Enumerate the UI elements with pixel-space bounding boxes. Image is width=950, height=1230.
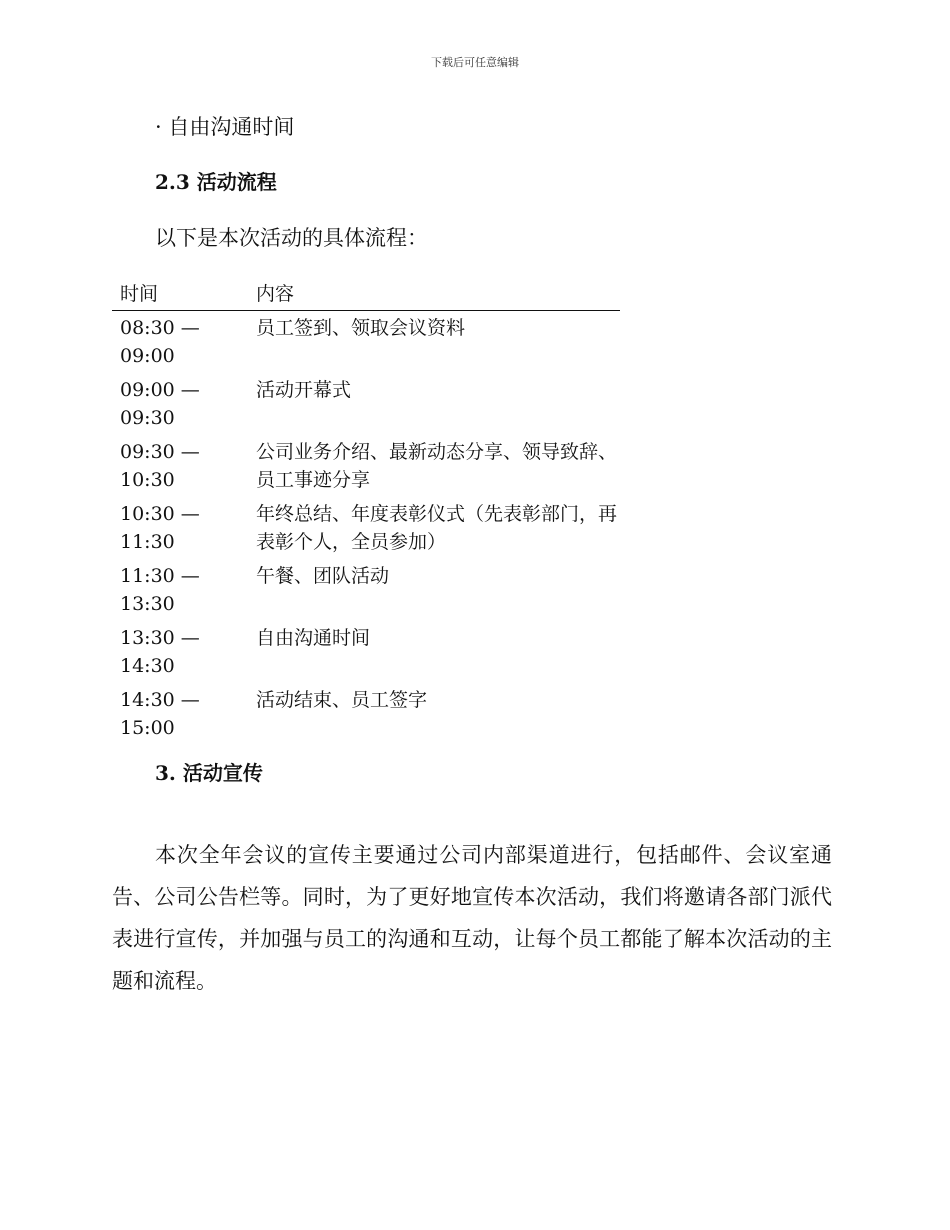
body-paragraph: 本次全年会议的宣传主要通过公司内部渠道进行，包括邮件、会议室通告、公司公告栏等。同时，为了更好地宣传本次活动，我们将邀请各部门派代表进行宣传，并加强与员工的沟通和互动，让每个员工都能了解本次活动的主题和流程。	[112, 843, 832, 993]
time-end: 11:30	[120, 531, 175, 553]
time-end: 10:30	[120, 469, 175, 491]
content-cell: 自由沟通时间	[256, 627, 371, 649]
schedule-table	[112, 279, 620, 745]
time-start: 09:00 —	[120, 379, 200, 401]
table-row	[112, 311, 620, 374]
table-row	[112, 621, 620, 683]
time-start: 10:30 —	[120, 503, 200, 525]
column-header-time: 时间	[112, 279, 248, 311]
table-row	[112, 435, 620, 497]
time-cell	[112, 621, 248, 683]
time-start: 08:30 —	[120, 317, 200, 339]
time-cell	[112, 683, 248, 745]
section-heading-3: 3. 活动宣传	[155, 761, 263, 785]
column-header-content: 内容	[248, 279, 620, 311]
time-start: 09:30 —	[120, 441, 200, 463]
content-cell: 活动结束、员工签字	[256, 689, 428, 711]
time-cell	[112, 311, 248, 374]
content-cell: 公司业务介绍、最新动态分享、领导致辞、员工事迹分享	[256, 441, 618, 491]
time-end: 09:00	[120, 345, 175, 367]
time-start: 13:30 —	[120, 627, 200, 649]
section-heading-2-3: 2.3 活动流程	[155, 170, 277, 194]
time-end: 09:30	[120, 407, 175, 429]
time-cell	[112, 373, 248, 435]
time-cell	[112, 435, 248, 497]
content-cell: 员工签到、领取会议资料	[256, 317, 466, 339]
content-cell: 年终总结、年度表彰仪式（先表彰部门，再表彰个人，全员参加）	[256, 503, 618, 553]
content-cell: 午餐、团队活动	[256, 565, 390, 587]
table-row	[112, 373, 620, 435]
table-header-row	[112, 279, 620, 311]
time-start: 11:30 —	[120, 565, 200, 587]
section-intro: 以下是本次活动的具体流程：	[155, 226, 428, 250]
bullet-item: · 自由沟通时间	[155, 115, 295, 139]
time-cell	[112, 559, 248, 621]
time-end: 14:30	[120, 655, 175, 677]
page-header: 下载后可任意编辑	[431, 56, 519, 69]
content-cell: 活动开幕式	[256, 379, 352, 401]
time-end: 13:30	[120, 593, 175, 615]
table-row	[112, 497, 620, 559]
time-start: 14:30 —	[120, 689, 200, 711]
time-end: 15:00	[120, 717, 175, 739]
table-row	[112, 559, 620, 621]
table-row	[112, 683, 620, 745]
time-cell	[112, 497, 248, 559]
